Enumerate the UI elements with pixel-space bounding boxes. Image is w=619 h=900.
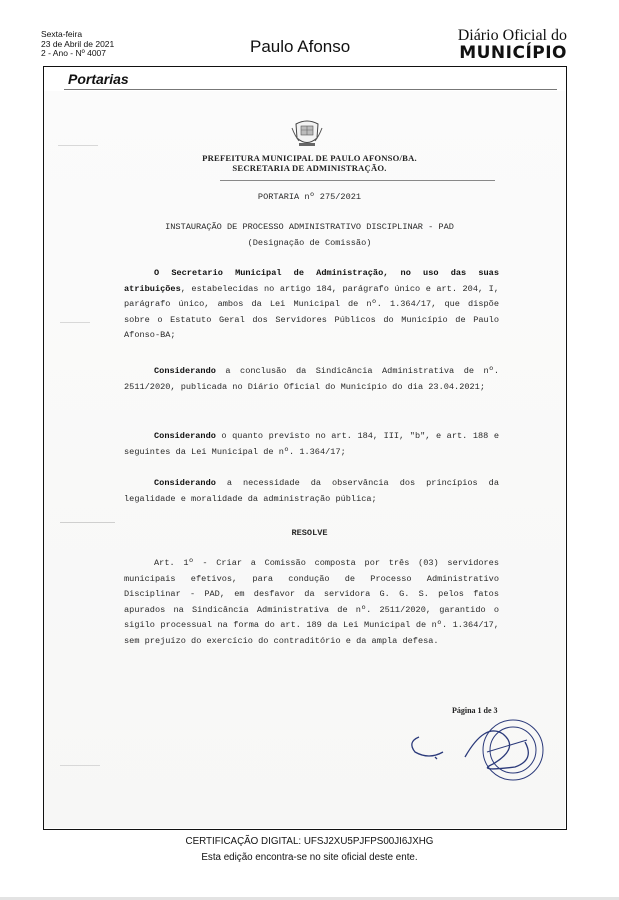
considerando-text-2: o quanto previsto no art. 184, III, "b", e art. 188 e seguintes da Lei Municipal de nº. 1.364/17; — [124, 431, 499, 457]
section-divider — [64, 89, 557, 90]
scan-artifact — [60, 322, 90, 323]
scan-artifact — [58, 145, 98, 146]
institution-name: PREFEITURA MUNICIPAL DE PAULO AFONSO/BA. — [202, 153, 417, 163]
considerando-paragraph-3 — [124, 476, 499, 507]
edition-number: 2 - Ano - Nº 4007 — [41, 48, 107, 58]
page-indicator: Página 1 de 3 — [452, 706, 498, 715]
preamble-paragraph — [124, 266, 499, 344]
edition-date: 23 de Abril de 2021 — [41, 38, 115, 49]
signature-mark — [412, 737, 443, 759]
considerando-label: Considerando — [154, 366, 216, 376]
portaria-number: PORTARIA nº 275/2021 — [257, 192, 362, 202]
gazette-logo-top: Diário Oficial do — [457, 27, 567, 44]
city-name: Paulo Afonso — [250, 37, 351, 56]
edition-info — [41, 30, 114, 59]
signature-and-stamp — [405, 712, 555, 792]
resolve-heading: RESOLVE — [291, 528, 328, 538]
coat-of-arms-icon — [290, 118, 324, 148]
article-1-paragraph: Art. 1º - Criar a Comissão composta por três (03) servidores municipais efetivos, para condução de Processo Administrativo Disciplinar - PAD, em desfavor da servidora G. G. S. pelos fatos apurados na Sindicância Administrativa de nº. 2511/2020, garantido o sigilo processual na forma do art. 189 da Lei Municipal de nº. 1.364/17, sem prejuízo do exercício do contraditório e da ampla defesa. — [124, 558, 499, 646]
department-name: SECRETARIA DE ADMINISTRAÇÃO. — [232, 163, 387, 173]
preamble-bold: O Secretario Municipal de Administração, no uso das suas atribuições — [124, 268, 499, 294]
considerando-text-3: a necessidade da observância dos princípios da legalidade e moralidade da administração pública; — [124, 478, 499, 504]
gazette-logo-main: MUNICÍPIO — [459, 43, 567, 63]
site-notice: Esta edição encontra-se no site oficial deste ente. — [201, 852, 418, 863]
subject-line: INSTAURAÇÃO DE PROCESSO ADMINISTRATIVO DISCIPLINAR - PAD — [165, 222, 454, 232]
preamble-text: , estabelecidas no artigo 184, parágrafo único e art. 204, I, parágrafo único, ambos da Lei Municipal de nº. 1.364/17, que dispõe sobre o Estatuto Geral dos Servidores Públicos do Município de Paulo Afonso-BA; — [124, 283, 499, 340]
subject-subtitle: (Designação de Comissão) — [247, 238, 372, 248]
signature-stroke — [487, 740, 527, 752]
considerando-paragraph-1 — [124, 364, 499, 395]
gazette-logo — [458, 28, 567, 62]
considerando-label: Considerando — [154, 431, 216, 441]
letterhead-divider — [220, 180, 495, 181]
considerando-text-1: a conclusão da Sindicância Administrativa de nº. 2511/2020, publicada no Diário Oficial do Município do dia 23.04.2021; — [124, 366, 499, 392]
scan-artifact — [60, 522, 115, 523]
section-title: Portarias — [68, 71, 129, 87]
considerando-paragraph-2 — [124, 429, 499, 460]
weekday: Sexta-feira — [41, 29, 83, 39]
considerando-label: Considerando — [154, 478, 216, 488]
scan-artifact — [60, 765, 100, 766]
signature-scrawl — [465, 731, 528, 769]
digital-certification: CERTIFICAÇÃO DIGITAL: UFSJ2XU5PJFPS00JI6JXHG — [185, 836, 434, 847]
